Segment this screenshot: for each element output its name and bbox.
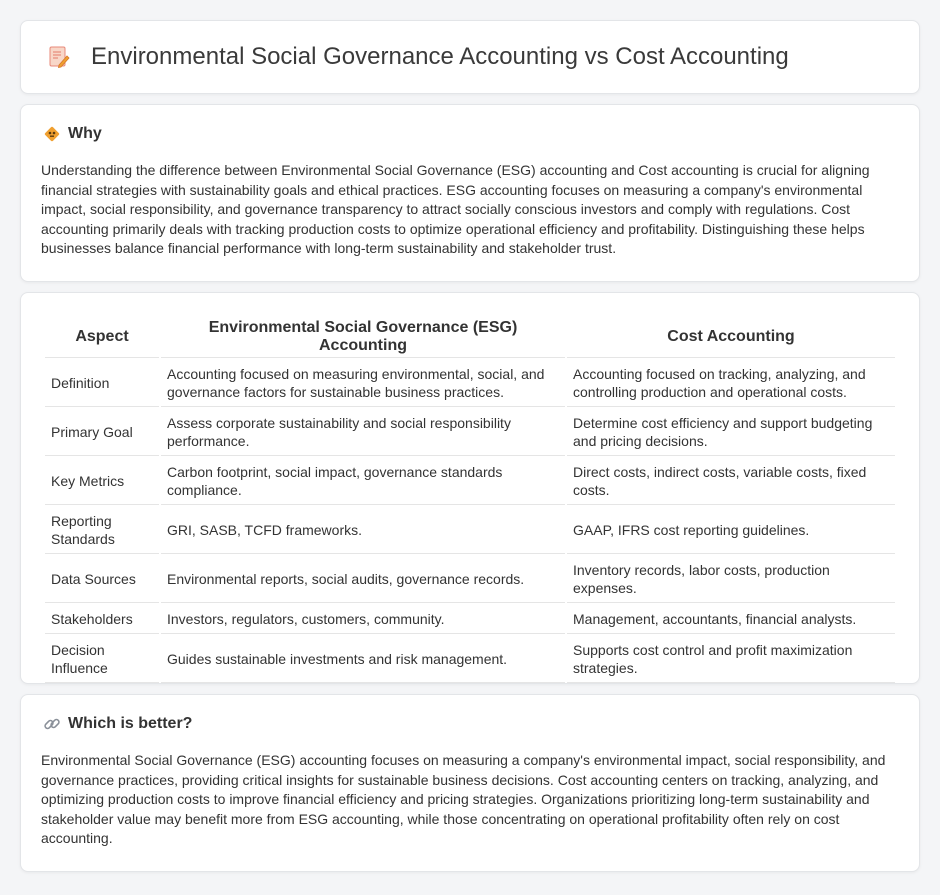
warning-sign-icon [43, 125, 61, 143]
why-title: Why [68, 125, 102, 142]
why-text: Understanding the difference between Environmental Social Governance (ESG) accounting and Cost accounting is crucial for aligning financial strategies with sustainability goals and ethical practices. ESG accounting focuses on measuring a company's environmental impact, social responsibility, and governance transparency to attract socially conscious investors and comply with regulations. Cost accounting primarily deals with tracking production costs to optimize operational efficiency and profitability. Distinguishing these helps businesses balance financial performance with long-term sustainability and stakeholder trust. [41, 162, 870, 257]
cell-esg: Environmental reports, social audits, governance records. [161, 556, 565, 603]
table-row [45, 556, 895, 603]
table-row [45, 458, 895, 505]
cell-esg: Accounting focused on measuring environmental, social, and governance factors for sustainable business practices. [161, 360, 565, 407]
which-is-better-title: Which is better? [68, 715, 193, 732]
table-row [45, 507, 895, 554]
comparison-table-card [20, 292, 920, 684]
which-is-better-text: Environmental Social Governance (ESG) accounting focuses on measuring a company's environmental impact, social responsibility, and governance practices, providing critical insights for sustainable business decisions. Cost accounting centers on tracking, analyzing, and optimizing production costs to improve financial efficiency and pricing strategies. Organizations prioritizing long-term sustainability and stakeholder value may benefit more from ESG accounting, while those concentrating on operational profitability often rely on cost accounting. [41, 752, 886, 847]
cell-cost: GAAP, IFRS cost reporting guidelines. [567, 507, 895, 554]
header-esg: Environmental Social Governance (ESG) Accounting [161, 315, 565, 358]
header-cost: Cost Accounting [567, 315, 895, 358]
table-header-row [45, 315, 895, 358]
cell-aspect: Key Metrics [45, 458, 159, 505]
cell-esg: Assess corporate sustainability and social responsibility performance. [161, 409, 565, 456]
cell-aspect: Stakeholders [45, 605, 159, 634]
why-section [20, 104, 920, 282]
table-row [45, 636, 895, 683]
why-header [41, 125, 899, 143]
table-row [45, 605, 895, 634]
cell-esg: Guides sustainable investments and risk management. [161, 636, 565, 683]
cell-esg: Carbon footprint, social impact, governance standards compliance. [161, 458, 565, 505]
cell-cost: Supports cost control and profit maximization strategies. [567, 636, 895, 683]
cell-aspect: Primary Goal [45, 409, 159, 456]
cell-cost: Determine cost efficiency and support budgeting and pricing decisions. [567, 409, 895, 456]
cell-aspect: Definition [45, 360, 159, 407]
which-is-better-header [41, 715, 899, 733]
cell-cost: Inventory records, labor costs, production expenses. [567, 556, 895, 603]
cell-cost: Accounting focused on tracking, analyzing, and controlling production and operational costs. [567, 360, 895, 407]
header-aspect: Aspect [45, 315, 159, 358]
title-card [20, 20, 920, 94]
cell-esg: Investors, regulators, customers, community. [161, 605, 565, 634]
cell-aspect: Reporting Standards [45, 507, 159, 554]
table-row [45, 360, 895, 407]
comparison-table [43, 313, 897, 685]
table-row [45, 409, 895, 456]
cell-esg: GRI, SASB, TCFD frameworks. [161, 507, 565, 554]
cell-cost: Management, accountants, financial analysts. [567, 605, 895, 634]
page-title: Environmental Social Governance Accounting vs Cost Accounting [91, 43, 789, 70]
cell-aspect: Decision Influence [45, 636, 159, 683]
link-icon [43, 715, 61, 733]
document-edit-icon [47, 45, 71, 69]
which-is-better-section [20, 694, 920, 872]
cell-aspect: Data Sources [45, 556, 159, 603]
cell-cost: Direct costs, indirect costs, variable costs, fixed costs. [567, 458, 895, 505]
